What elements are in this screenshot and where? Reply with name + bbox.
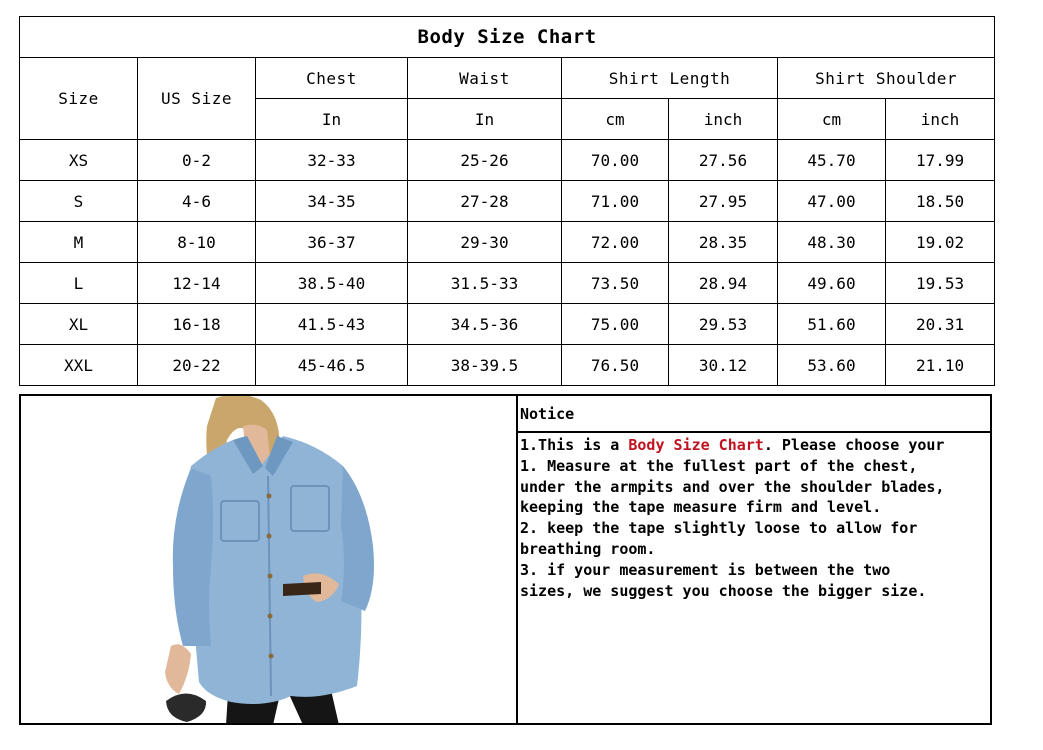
header-waist: Waist [408, 58, 562, 99]
cell-length-inch: 29.53 [669, 304, 778, 345]
title-row [20, 17, 995, 58]
size-chart-table [19, 16, 995, 386]
cell-shoulder-cm: 53.60 [778, 345, 886, 386]
notice-line: under the armpits and over the shoulder blades, [520, 477, 945, 496]
cell-chest: 36-37 [256, 222, 408, 263]
notice-line: 1. Measure at the fullest part of the chest, [520, 456, 918, 475]
cell-us-size: 0-2 [138, 140, 256, 181]
cell-shoulder-cm: 47.00 [778, 181, 886, 222]
cell-size: XXL [20, 345, 138, 386]
cell-us-size: 20-22 [138, 345, 256, 386]
cell-size: S [20, 181, 138, 222]
chart-title: Body Size Chart [20, 17, 995, 58]
cell-us-size: 16-18 [138, 304, 256, 345]
cell-shoulder-inch: 18.50 [886, 181, 995, 222]
header-shirt-length: Shirt Length [562, 58, 778, 99]
cell-chest: 45-46.5 [256, 345, 408, 386]
table-row [20, 304, 995, 345]
table-row [20, 140, 995, 181]
cell-length-cm: 75.00 [562, 304, 669, 345]
notice-panel [518, 396, 990, 723]
notice-line: 2. keep the tape slightly loose to allow for [520, 519, 918, 538]
notice-line: breathing room. [520, 539, 656, 558]
cell-shoulder-inch: 17.99 [886, 140, 995, 181]
notice-line: sizes, we suggest you choose the bigger size. [520, 581, 927, 600]
cell-length-cm: 72.00 [562, 222, 669, 263]
cell-us-size: 12-14 [138, 263, 256, 304]
header-size: Size [20, 58, 138, 140]
cell-shoulder-cm: 45.70 [778, 140, 886, 181]
cell-us-size: 8-10 [138, 222, 256, 263]
notice-intro-suffix: . Please choose your [763, 436, 945, 454]
table-row [20, 181, 995, 222]
cell-waist: 27-28 [408, 181, 562, 222]
cell-size: XS [20, 140, 138, 181]
size-rows [20, 140, 995, 386]
notice-body [518, 433, 990, 601]
unit-cell: cm [562, 99, 669, 140]
table-row [20, 222, 995, 263]
unit-cell: In [408, 99, 562, 140]
unit-cell: In [256, 99, 408, 140]
cell-waist: 38-39.5 [408, 345, 562, 386]
notice-intro-highlight: Body Size Chart [628, 436, 764, 454]
cell-shoulder-inch: 20.31 [886, 304, 995, 345]
cell-chest: 34-35 [256, 181, 408, 222]
cell-length-cm: 71.00 [562, 181, 669, 222]
cell-size: L [20, 263, 138, 304]
cell-chest: 41.5-43 [256, 304, 408, 345]
cell-size: XL [20, 304, 138, 345]
cell-size: M [20, 222, 138, 263]
cell-waist: 25-26 [408, 140, 562, 181]
notice-intro-prefix: 1.This is a [520, 436, 629, 454]
cell-shoulder-cm: 48.30 [778, 222, 886, 263]
table-row [20, 263, 995, 304]
cell-length-inch: 30.12 [669, 345, 778, 386]
cell-shoulder-inch: 19.02 [886, 222, 995, 263]
lower-panel [19, 394, 992, 725]
cell-shoulder-cm: 51.60 [778, 304, 886, 345]
unit-cell: inch [669, 99, 778, 140]
notice-line: keeping the tape measure firm and level. [520, 498, 882, 517]
header-shirt-shoulder: Shirt Shoulder [778, 58, 995, 99]
notice-intro-line [520, 435, 990, 456]
cell-length-inch: 27.56 [669, 140, 778, 181]
cell-length-cm: 76.50 [562, 345, 669, 386]
unit-cell: inch [886, 99, 995, 140]
cell-waist: 31.5-33 [408, 263, 562, 304]
cell-length-inch: 28.35 [669, 222, 778, 263]
unit-cell: cm [778, 99, 886, 140]
cell-shoulder-cm: 49.60 [778, 263, 886, 304]
cell-length-cm: 73.50 [562, 263, 669, 304]
product-photo [21, 396, 518, 723]
cell-us-size: 4-6 [138, 181, 256, 222]
cell-waist: 34.5-36 [408, 304, 562, 345]
notice-line: 3. if your measurement is between the two [520, 560, 891, 579]
cell-chest: 32-33 [256, 140, 408, 181]
cell-chest: 38.5-40 [256, 263, 408, 304]
cell-length-inch: 27.95 [669, 181, 778, 222]
cell-length-cm: 70.00 [562, 140, 669, 181]
table-row [20, 345, 995, 386]
cell-shoulder-inch: 19.53 [886, 263, 995, 304]
header-row [20, 58, 995, 99]
notice-heading: Notice [518, 396, 990, 433]
header-chest: Chest [256, 58, 408, 99]
cell-length-inch: 28.94 [669, 263, 778, 304]
cell-shoulder-inch: 21.10 [886, 345, 995, 386]
cell-waist: 29-30 [408, 222, 562, 263]
header-us-size: US Size [138, 58, 256, 140]
model-in-denim-shirt-image [21, 396, 516, 723]
